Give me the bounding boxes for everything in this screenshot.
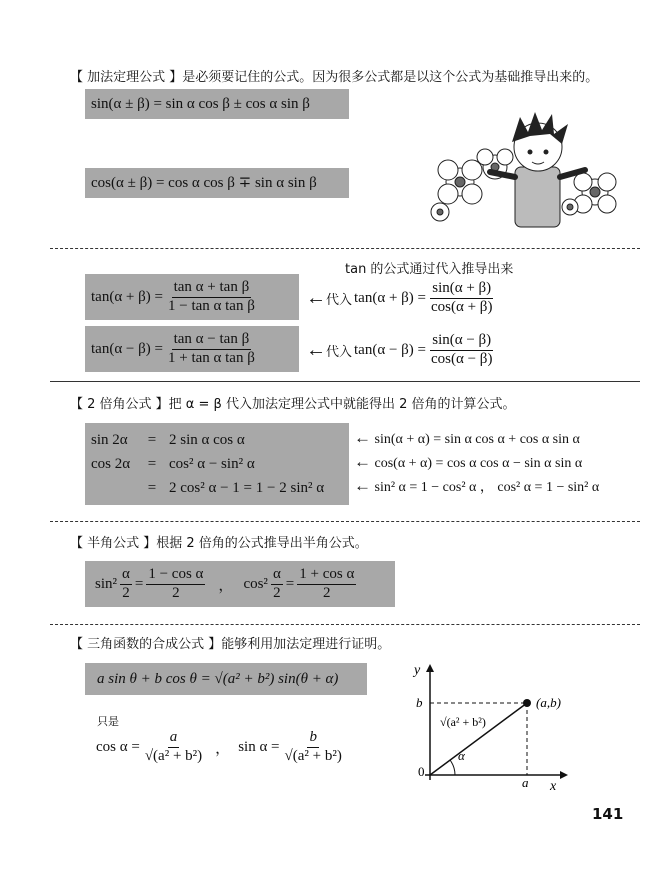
tan-plus-numerator: tan α + tan β: [172, 280, 252, 298]
intro-text: 【 加法定理公式 】是必须要记住的公式。因为很多公式都是以这个公式为基础推导出来的。: [70, 70, 599, 85]
tan-minus-fraction: [166, 332, 257, 367]
point-marker: [523, 699, 531, 707]
cos-alpha-lhs: cos α =: [96, 738, 140, 755]
denominator: 2: [172, 584, 180, 601]
numerator: 1 + cos α: [297, 567, 356, 585]
denominator: √(a² + b²): [144, 747, 203, 764]
double-note-3: sin² α = 1 − cos² α ， cos² α = 1 − sin² α: [374, 480, 600, 495]
tan-minus-derivation: [306, 328, 497, 372]
denominator: 2: [122, 584, 130, 601]
section-divider: [50, 521, 640, 522]
x-label: x: [550, 779, 557, 794]
double-note-2: cos(α + α) = cos α cos α − sin α sin α: [374, 456, 583, 471]
synthesis-title: 【 三角函数的合成公式 】能够利用加法定理进行证明。: [70, 637, 391, 652]
synthesis-formula: a sin θ + b cos θ = √(a² + b²) sin(θ + α): [97, 671, 339, 687]
tan-plus-rhs-fraction: [429, 281, 494, 316]
tan-plus-rhs-numerator: sin(α + β): [430, 281, 493, 299]
numerator: 1 − cos α: [146, 567, 205, 585]
half-angle-title: 【 半角公式 】根据 2 倍角的公式推导出半角公式。: [70, 536, 368, 551]
tan-plus-lhs: tan(α + β) =: [91, 288, 163, 305]
vector-diagram: [400, 660, 580, 794]
synthesis-box: [85, 663, 367, 695]
sin-sum-formula: sin(α ± β) = sin α cos β ± cos α sin β: [91, 96, 310, 112]
half-angle-box: [85, 561, 395, 607]
substitute-label: 代入: [326, 343, 353, 359]
equals-sign: =: [134, 575, 144, 592]
y-label: y: [414, 663, 421, 678]
cos2a-value: cos² α − sin² α: [169, 456, 255, 472]
denominator: √(a² + b²): [284, 747, 342, 764]
equals-sign: =: [147, 456, 157, 472]
section-divider: [50, 624, 640, 625]
numerator: α: [120, 567, 132, 585]
double-angle-title: 【 2 倍角公式 】把 α = β 代入加法定理公式中就能得出 2 倍角的计算公式。: [70, 397, 516, 412]
angle-arc: [450, 760, 455, 775]
separator: ，: [215, 740, 231, 757]
x-axis-arrow-icon: [560, 771, 568, 779]
cos-sum-box: [85, 168, 349, 198]
equals-sign: =: [147, 432, 157, 448]
left-arrow-icon: ←: [306, 339, 326, 361]
cos-sum-formula: cos(α ± β) = cos α cos β ∓ sin α sin β: [91, 175, 317, 191]
angle-label: α: [458, 748, 465, 763]
alpha-over-2: [120, 567, 132, 602]
a-label: a: [522, 775, 529, 790]
sin2a-value: 2 sin α cos α: [169, 432, 245, 448]
tan-minus-denominator: 1 + tan α tan β: [167, 349, 255, 366]
denominator: 2: [273, 584, 281, 601]
equals-sign: =: [147, 480, 157, 496]
left-arrow-icon: ←: [354, 452, 371, 471]
tan-minus-rhs: tan(α − β) =: [354, 341, 426, 358]
left-arrow-icon: ←: [306, 287, 326, 309]
left-arrow-icon: ←: [354, 476, 371, 495]
tan-minus-numerator: tan α − tan β: [172, 332, 252, 350]
section-divider: [50, 381, 640, 382]
left-arrow-icon: ←: [354, 428, 371, 447]
cos-squared: cos²: [243, 575, 268, 592]
hypotenuse: [430, 703, 527, 775]
note-label: 只是: [97, 715, 119, 728]
double-note-1: sin(α + α) = sin α cos α + cos α sin α: [374, 432, 580, 447]
double-angle-notes: [354, 428, 599, 500]
substitute-label: 代入: [326, 291, 353, 307]
tan-plus-rhs: tan(α + β) =: [354, 289, 426, 306]
numerator: a: [168, 730, 180, 748]
equals-sign: =: [285, 575, 295, 592]
tan-plus-derivation: [306, 276, 497, 320]
point-label: (a,b): [536, 695, 561, 710]
tan-minus-rhs-numerator: sin(α − β): [430, 333, 493, 351]
tan-plus-denominator: 1 − tan α tan β: [167, 297, 255, 314]
tan-plus-rhs-denominator: cos(α + β): [431, 298, 493, 315]
b-label: b: [416, 695, 423, 710]
alpha-over-2: [271, 567, 283, 602]
cartoon-boy-with-flowers: [420, 112, 620, 230]
tan-plus-box: [85, 274, 299, 320]
sin-alpha-lhs: sin α =: [238, 738, 280, 755]
numerator: b: [307, 730, 319, 748]
tan-note: tan 的公式通过代入推导出来: [345, 262, 514, 277]
section-divider: [50, 248, 640, 249]
origin-label: 0: [418, 764, 425, 779]
cos2a-alt-value: 2 cos² α − 1 = 1 − 2 sin² α: [169, 480, 325, 496]
denominator: 2: [323, 584, 331, 601]
double-angle-formulas: [91, 428, 324, 500]
y-axis-arrow-icon: [426, 664, 434, 672]
tan-minus-rhs-fraction: [429, 333, 494, 368]
separator: ，: [218, 577, 234, 594]
hyp-label: √(a² + b²): [440, 715, 486, 729]
page-number: 141: [592, 805, 624, 823]
alpha-definitions: [96, 730, 347, 765]
sin-alpha-fraction: [283, 730, 344, 765]
tan-minus-rhs-denominator: cos(α − β): [431, 350, 493, 367]
cos-alpha-fraction: [143, 730, 204, 765]
tan-minus-lhs: tan(α − β) =: [91, 340, 163, 357]
tan-plus-fraction: [166, 280, 257, 315]
tan-minus-box: [85, 326, 299, 372]
one-plus-cos-over-2: [297, 567, 356, 602]
one-minus-cos-over-2: [146, 567, 205, 602]
sin-squared: sin²: [95, 575, 118, 592]
cos2a-label: cos 2α: [91, 456, 131, 472]
sin-sum-box: [85, 89, 349, 119]
sin2a-label: sin 2α: [91, 432, 128, 448]
numerator: α: [271, 567, 283, 585]
